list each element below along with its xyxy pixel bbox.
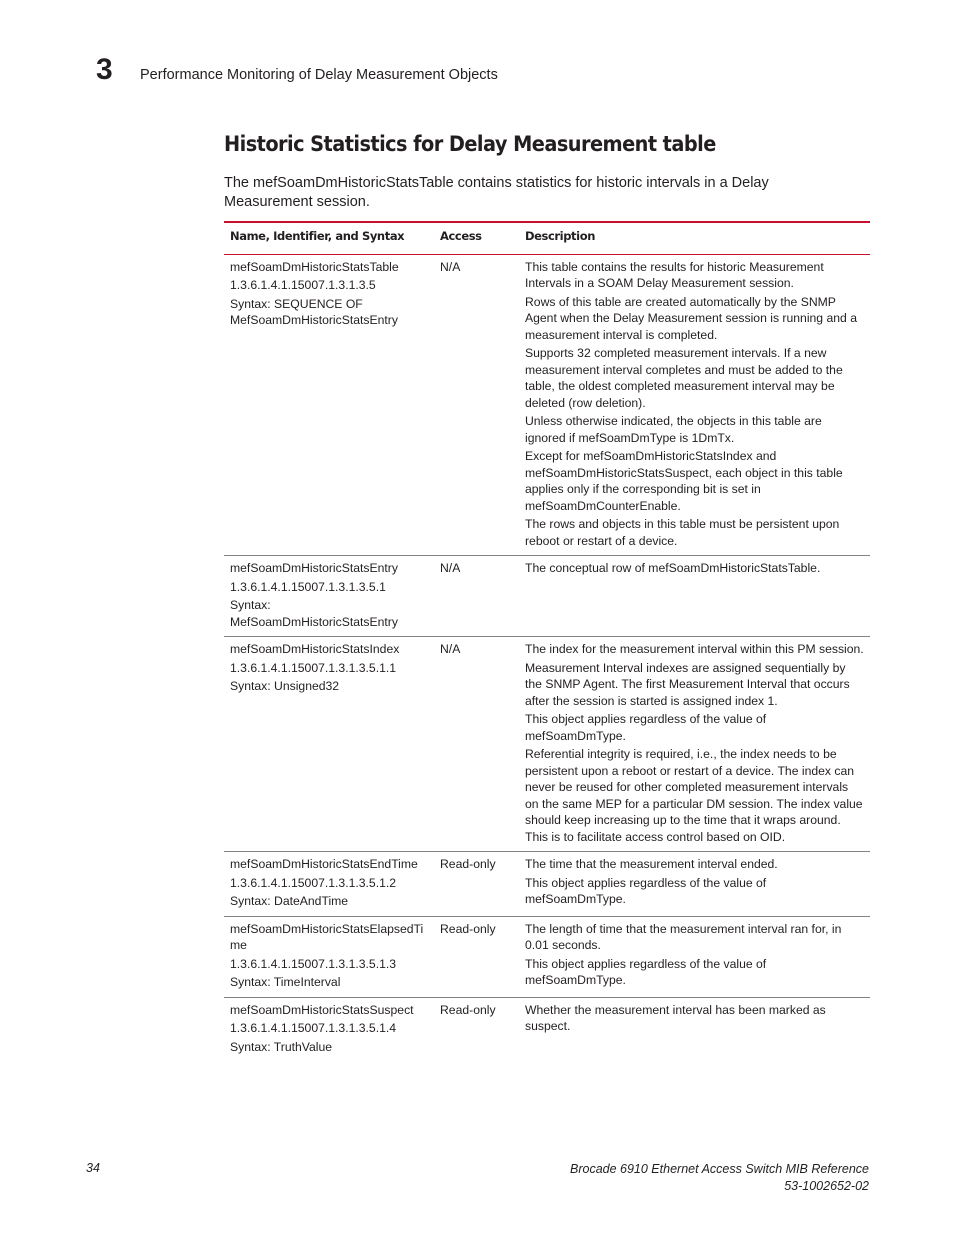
table-body (224, 254, 870, 1061)
footer-doc-info (570, 1161, 869, 1195)
description-paragraph: Unless otherwise indicated, the objects in this table are ignored if mefSoamDmType is 1DmTx. (525, 414, 822, 445)
description-cell (519, 852, 870, 917)
book-title: Brocade 6910 Ethernet Access Switch MIB Reference (570, 1162, 869, 1176)
object-name: mefSoamDmHistoricStatsIndex (230, 642, 400, 656)
description-paragraph: This object applies regardless of the value of mefSoamDmType. (525, 712, 767, 743)
object-syntax: Syntax: Unsigned32 (230, 679, 340, 693)
object-oid: 1.3.6.1.4.1.15007.1.3.1.3.5.1 (230, 579, 386, 594)
name-cell (224, 254, 434, 556)
column-header-name: Name, Identifier, and Syntax (230, 229, 405, 243)
access-cell: Read-only (440, 857, 496, 871)
object-name: mefSoamDmHistoricStatsEndTime (230, 857, 418, 871)
object-syntax: Syntax: SEQUENCE OF MefSoamDmHistoricStatsEntry (230, 296, 398, 327)
description-cell (519, 556, 870, 637)
description-paragraph: This object applies regardless of the value of mefSoamDmType. (525, 875, 767, 906)
object-oid: 1.3.6.1.4.1.15007.1.3.1.3.5.1.4 (230, 1021, 397, 1035)
description-paragraph: This object applies regardless of the value of mefSoamDmType. (525, 956, 767, 987)
object-syntax: Syntax: DateAndTime (230, 894, 349, 908)
description-paragraph: The time that the measurement interval ended. (525, 857, 778, 871)
name-cell (224, 852, 434, 917)
access-cell: Read-only (440, 921, 496, 936)
description-paragraph: Supports 32 completed measurement intervals. If a new measurement interval completes and must be added to the table, the oldest completed measurement interval may be deleted (row deletion). (525, 346, 843, 410)
table-header-row (224, 222, 870, 254)
table-row (224, 916, 870, 997)
section-intro: The mefSoamDmHistoricStatsTable contains statistics for historic intervals in a Delay Measurement session. (224, 175, 769, 210)
name-cell (224, 637, 434, 852)
description-paragraph: Whether the measurement interval has been marked as suspect. (525, 1002, 826, 1033)
running-header-title: Performance Monitoring of Delay Measurement Objects (140, 67, 498, 83)
access-cell: N/A (440, 642, 461, 656)
description-paragraph: Measurement Interval indexes are assigned sequentially by the SNMP Agent. The first Measurement Interval that occurs after the session is started is assigned index 1. (525, 660, 850, 708)
name-cell (224, 916, 434, 997)
section-title: Historic Statistics for Delay Measurement table (224, 132, 716, 156)
object-name: mefSoamDmHistoricStatsTable (230, 259, 399, 274)
description-paragraph: Referential integrity is required, i.e., the index needs to be persistent upon a reboot or restart of a device. The index can never be reused for other completed measurement intervals on the same MEP for a particular DM session. The index value should keep increasing up to the time that it wraps around. This is to facilitate access control based on OID. (525, 747, 863, 844)
table-row (224, 852, 870, 917)
document-number: 53-1002652-02 (784, 1179, 869, 1193)
description-cell (519, 916, 870, 997)
column-header-description: Description (525, 229, 595, 243)
table-row (224, 556, 870, 637)
object-name: mefSoamDmHistoricStatsEntry (230, 561, 398, 575)
object-name: mefSoamDmHistoricStatsSuspect (230, 1002, 414, 1017)
description-paragraph: The rows and objects in this table must be persistent upon reboot or restart of a device. (525, 517, 840, 548)
object-syntax: Syntax: MefSoamDmHistoricStatsEntry (230, 598, 398, 629)
description-cell (519, 997, 870, 1061)
object-syntax: Syntax: TruthValue (230, 1039, 333, 1054)
mib-object-table (224, 221, 870, 1061)
object-oid: 1.3.6.1.4.1.15007.1.3.1.3.5 (230, 278, 376, 292)
table-row (224, 637, 870, 852)
chapter-number: 3 (96, 53, 113, 86)
page-number: 34 (86, 1161, 100, 1175)
object-oid: 1.3.6.1.4.1.15007.1.3.1.3.5.1.1 (230, 660, 397, 675)
description-cell (519, 637, 870, 852)
access-cell: N/A (440, 561, 461, 575)
table-row (224, 254, 870, 556)
description-paragraph: The conceptual row of mefSoamDmHistoricStatsTable. (525, 561, 821, 575)
name-cell (224, 997, 434, 1061)
object-oid: 1.3.6.1.4.1.15007.1.3.1.3.5.1.3 (230, 956, 397, 971)
object-name: mefSoamDmHistoricStatsElapsedTime (230, 921, 424, 952)
column-header-access: Access (440, 229, 482, 243)
object-syntax: Syntax: TimeInterval (230, 975, 341, 989)
description-paragraph: Except for mefSoamDmHistoricStatsIndex and mefSoamDmHistoricStatsSuspect, each object in this table applies only if the corresponding bit is set in mefSoamDmCounterEnable. (525, 449, 843, 513)
description-paragraph: The length of time that the measurement interval ran for, in 0.01 seconds. (525, 921, 842, 952)
table-row (224, 997, 870, 1061)
access-cell: Read-only (440, 1002, 496, 1017)
name-cell (224, 556, 434, 637)
description-paragraph: Rows of this table are created automatically by the SNMP Agent when the Delay Measurement session is running and a measurement interval is completed. (525, 294, 857, 342)
access-cell: N/A (440, 259, 461, 274)
object-oid: 1.3.6.1.4.1.15007.1.3.1.3.5.1.2 (230, 875, 397, 890)
description-paragraph: This table contains the results for historic Measurement Intervals in a SOAM Delay Measurement session. (525, 259, 824, 290)
description-paragraph: The index for the measurement interval within this PM session. (525, 642, 864, 656)
description-cell (519, 254, 870, 556)
